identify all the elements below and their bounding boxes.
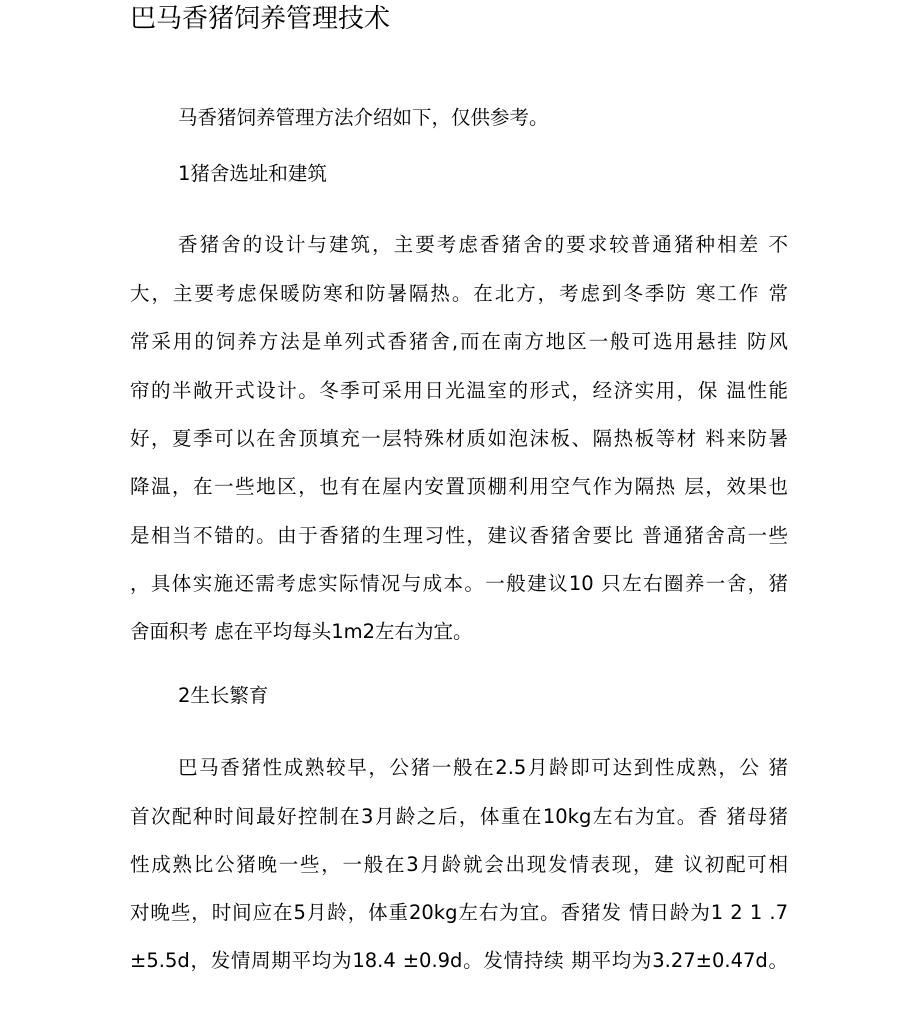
paragraph-line: 香猪舍的设计与建筑，主要考虑香猪舍的要求较普通猪种相差 不 (178, 233, 788, 256)
paragraph-line: ±5.5d，发情周期平均为18.4 ±0.9d。发情持续 期平均为3.27±0.47d。 (130, 949, 788, 972)
intro-paragraph: 马香猪饲养管理方法介绍如下，仅供参考。 (178, 106, 549, 129)
paragraph-line: 舍面积考 虑在平均每头1m2左右为宜。 (130, 620, 473, 643)
paragraph-line: 降温，在一些地区，也有在屋内安置顶棚利用空气作为隔热 层，效果也 (130, 475, 788, 498)
paragraph-line: 帘的半敞开式设计。冬季可采用日光温室的形式，经济实用，保 温性能 (130, 379, 788, 402)
paragraph-line: 巴马香猪性成熟较早，公猪一般在2.5月龄即可达到性成熟，公 猪 (178, 756, 788, 779)
paragraph-line: 是相当不错的。由于香猪的生理习性，建议香猪舍要比 普通猪舍高一些 (130, 524, 788, 547)
document-title: 巴马香猪饲养管理技术 (130, 4, 391, 34)
paragraph-line: 大，主要考虑保暖防寒和防暑隔热。在北方，考虑到冬季防 寒工作 常 (130, 282, 788, 305)
paragraph-line: ，具体实施还需考虑实际情况与成本。一般建议10 只左右圈养一舍，猪 (130, 572, 788, 595)
paragraph-line: 好，夏季可以在舍顶填充一层特殊材质如泡沫板、隔热板等材 料来防暑 (130, 427, 788, 450)
paragraph-line: 常采用的饲养方法是单列式香猪舍,而在南方地区一般可选用悬挂 防风 (130, 330, 788, 353)
paragraph-line: 性成熟比公猪晚一些，一般在3月龄就会出现发情表现，建 议初配可相 (130, 853, 788, 876)
section-heading-1: 1猪舍选址和建筑 (178, 162, 327, 185)
section-heading-2: 2生长繁育 (178, 684, 269, 707)
paragraph-line: 对晚些，时间应在5月龄，体重20kg左右为宜。香猪发 情日龄为1 2 1 .7 (130, 901, 788, 924)
paragraph-line: 首次配种时间最好控制在3月龄之后，体重在10kg左右为宜。香 猪母猪 (130, 805, 788, 828)
